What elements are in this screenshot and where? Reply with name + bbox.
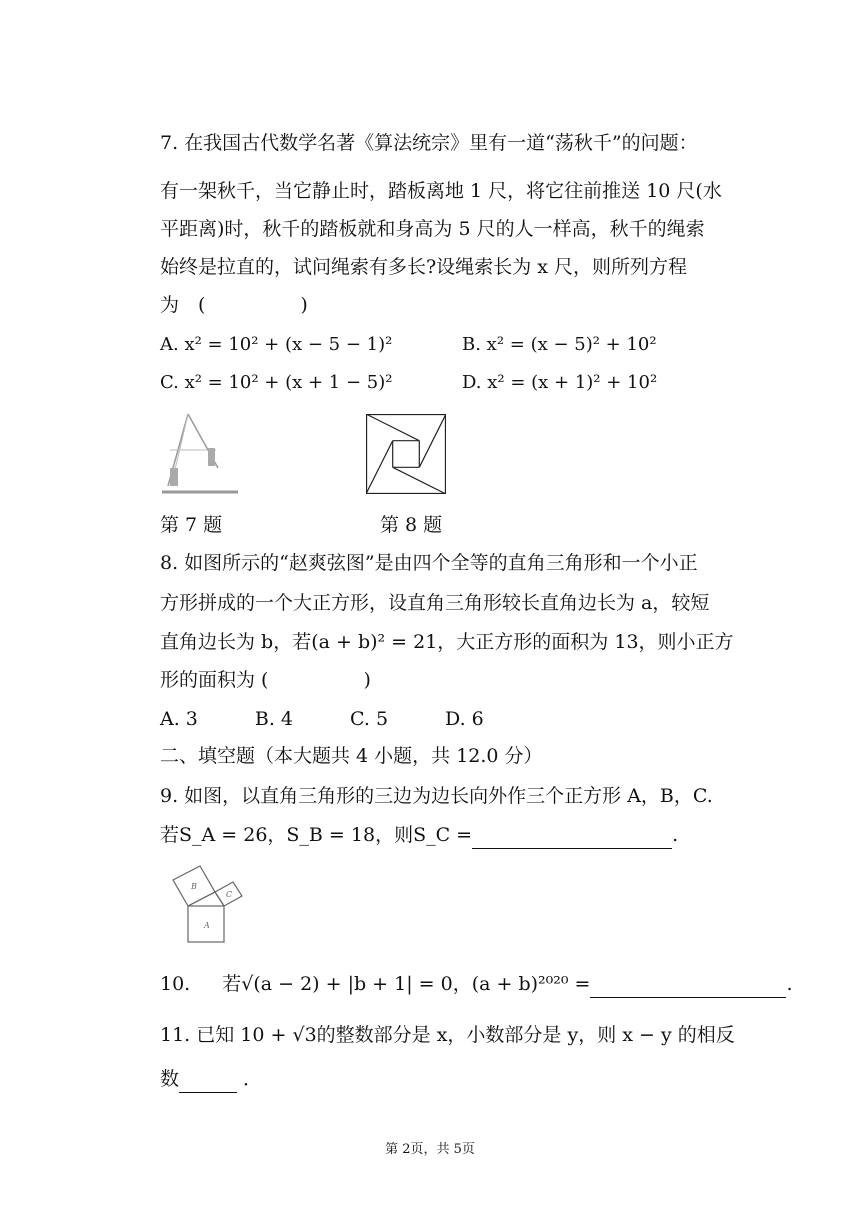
q8-figure-caption: 第 8 题 [380, 514, 443, 536]
q7-option-b: B. x² = (x − 5)² + 10² [462, 334, 657, 355]
q8-line-3: 直角边长为 b，若(a + b)² = 21，大正方形的面积为 13，则小正方 [160, 631, 734, 653]
q7-option-c: C. x² = 10² + (x + 1 − 5)² [160, 372, 393, 393]
q11-line-1: 11. 已知 10 + √3的整数部分是 x，小数部分是 y，则 x − y 的相反 [160, 1024, 735, 1046]
q11-text: 数 [160, 1068, 180, 1090]
q10-answer-blank[interactable] [590, 971, 786, 998]
zhao-shuang-diagram [366, 414, 446, 494]
q7-line-5: 为 ( ) [160, 294, 308, 316]
q7-figure-caption: 第 7 题 [160, 514, 223, 536]
pythagoras-squares-figure [168, 862, 250, 944]
q7-option-a: A. x² = 10² + (x − 5 − 1)² [160, 334, 393, 355]
q10-end: . [786, 973, 793, 995]
q9-answer-blank[interactable] [472, 822, 672, 849]
q9-line-1: 9. 如图，以直角三角形的三边为边长向外作三个正方形 A，B，C. [160, 785, 713, 807]
q8-options: A. 3 B. 4 C. 5 D. 6 [160, 708, 484, 730]
q7-line-4: 始终是拉直的，试问绳索有多长?设绳索长为 x 尺，则所列方程 [160, 256, 687, 278]
q7-option-d: D. x² = (x + 1)² + 10² [462, 372, 658, 393]
q10-number: 10. [160, 973, 191, 995]
q9-line-2 [160, 822, 678, 849]
swing-figure [158, 410, 240, 498]
q7-line-2: 有一架秋千，当它静止时，踏板离地 1 尺，将它往前推送 10 尺(水 [160, 180, 722, 202]
q11-end: ． [243, 1068, 263, 1090]
q9-end: . [672, 824, 679, 846]
q8-line-1: 8. 如图所示的“赵爽弦图”是由四个全等的直角三角形和一个小正 [160, 552, 698, 574]
q11-line-2 [160, 1066, 262, 1093]
q11-answer-blank[interactable] [179, 1066, 237, 1093]
square-a-label: A [204, 921, 210, 930]
q10-text: 若√(a − 2) + |b + 1| = 0，(a + b)²⁰²⁰ = [222, 973, 591, 995]
square-b-label: B [191, 882, 197, 891]
q10-line [160, 971, 793, 998]
q8-line-4: 形的面积为 ( ) [160, 669, 371, 691]
square-c-label: C [226, 890, 233, 899]
q7-line-1: 7. 在我国古代数学名著《算法统宗》里有一道“荡秋千”的问题： [160, 132, 698, 154]
page-footer: 第 2页，共 5页 [385, 1142, 475, 1157]
q7-line-3: 平距离)时，秋千的踏板就和身高为 5 尺的人一样高，秋千的绳索 [160, 218, 705, 240]
q9-text: 若S_A = 26，S_B = 18，则S_C = [160, 824, 473, 846]
section-heading: 二、填空题（本大题共 4 小题，共 12.0 分） [160, 745, 543, 767]
q8-line-2: 方形拼成的一个大正方形，设直角三角形较长直角边长为 a，较短 [160, 592, 710, 614]
